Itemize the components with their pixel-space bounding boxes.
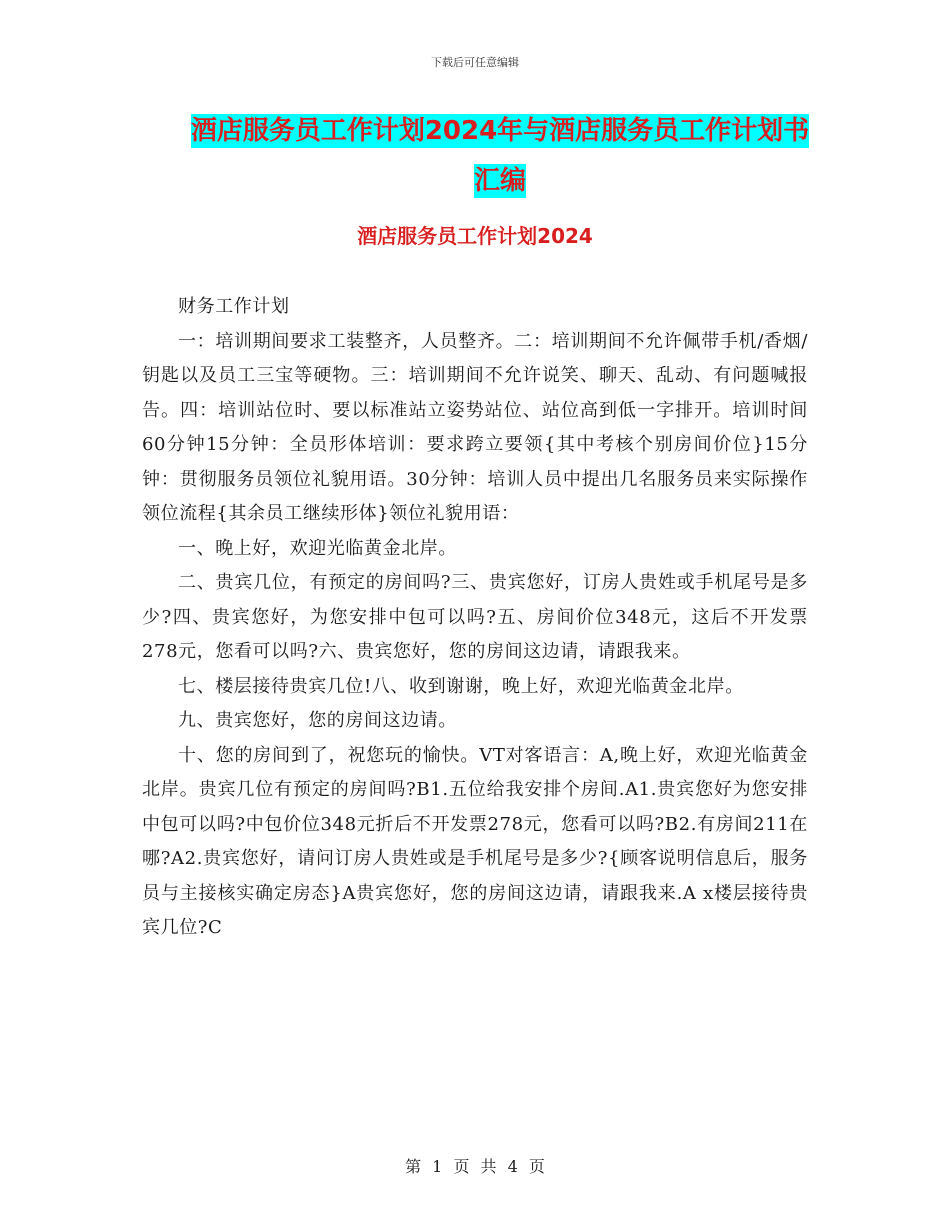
paragraph: 一：培训期间要求工装整齐，人员整齐。二：培训期间不允许佩带手机/香烟/钥匙以及员工三宝等硬物。三：培训期间不允许说笑、聊天、乱动、有问题喊报告。四：培训站位时、要以标准站立姿势站位、站位高到低一字排开。培训时间60分钟15分钟：全员形体培训：要求跨立要领{其中考核个别房间价位}15分钟：贯彻服务员领位礼貌用语。30分钟：培训人员中提出几名服务员来实际操作领位流程{其余员工继续形体}领位礼貌用语：	[142, 330, 808, 524]
section-title: 酒店服务员工作计划2024	[357, 224, 593, 248]
page-number-footer: 第 1 页 共 4 页	[405, 1157, 545, 1176]
main-title-line-1: 酒店服务员工作计划2024年与酒店服务员工作计划书	[190, 116, 810, 146]
paragraph: 九、贵宾您好，您的房间这边请。	[178, 710, 457, 731]
paragraph: 七、楼层接待贵宾几位!八、收到谢谢，晚上好，欢迎光临黄金北岸。	[178, 675, 744, 697]
body-text	[142, 290, 808, 946]
main-title	[150, 106, 850, 206]
paragraph-heading: 财务工作计划	[178, 296, 290, 317]
paragraph: 二、贵宾几位，有预定的房间吗?三、贵宾您好，订房人贵姓或手机尾号是多少?四、贵宾您好，为您安排中包可以吗?五、房间价位348元，这后不开发票278元，您看可以吗?六、贵宾您好，您的房间这边请，请跟我来。	[142, 572, 808, 662]
header-note: 下载后可任意编辑	[431, 56, 519, 69]
main-title-line-2: 汇编	[473, 166, 526, 196]
paragraph: 一、晚上好，欢迎光临黄金北岸。	[178, 537, 457, 559]
paragraph: 十、您的房间到了，祝您玩的愉快。VT对客语言：A,晚上好，欢迎光临黄金北岸。贵宾几位有预定的房间吗?B1.五位给我安排个房间.A1.贵宾您好为您安排中包可以吗?中包价位348元折后不开发票278元，您看可以吗?B2.有房间211在哪?A2.贵宾您好，请问订房人贵姓或是手机尾号是多少?{顾客说明信息后，服务员与主接核实确定房态}A贵宾您好，您的房间这边请，请跟我来.A x楼层接待贵宾几位?C	[142, 744, 808, 938]
